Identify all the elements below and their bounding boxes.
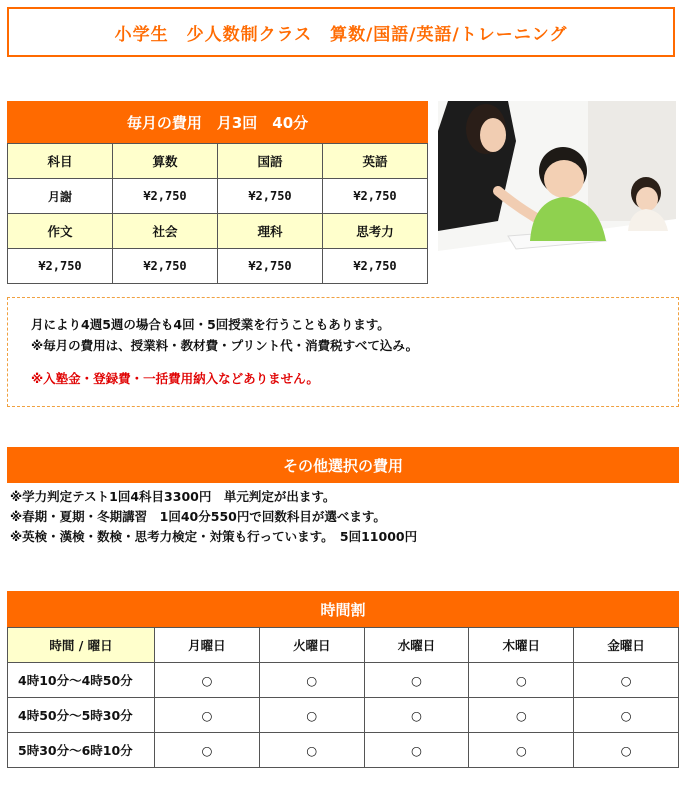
availability-mark: ○ bbox=[259, 698, 364, 733]
fee-cell: ¥2,750 bbox=[113, 179, 218, 214]
fee-cell: 英語 bbox=[323, 144, 428, 179]
monthly-fee-heading: 毎月の費用 月3回 40分 bbox=[7, 101, 428, 143]
availability-mark: ○ bbox=[155, 733, 260, 768]
availability-mark: ○ bbox=[364, 698, 469, 733]
other-fee-line: ※春期・夏期・冬期講習 1回40分550円で回数科目が選べます。 bbox=[10, 509, 386, 524]
fee-cell: ¥2,750 bbox=[218, 249, 323, 284]
fee-cell: 科目 bbox=[8, 144, 113, 179]
fee-value-row bbox=[8, 179, 428, 214]
availability-mark: ○ bbox=[574, 733, 679, 768]
fee-cell: ¥2,750 bbox=[218, 179, 323, 214]
fee-cell: ¥2,750 bbox=[323, 249, 428, 284]
fee-notes bbox=[7, 297, 679, 407]
other-fee-line: ※英検・漢検・数検・思考力検定・対策も行っています。 5回11000円 bbox=[10, 529, 418, 544]
timetable-row bbox=[8, 698, 679, 733]
fee-cell: 社会 bbox=[113, 214, 218, 249]
availability-mark: ○ bbox=[259, 663, 364, 698]
other-fee-line: ※学力判定テスト1回4科目3300円 単元判定が出ます。 bbox=[10, 489, 336, 504]
day-header: 月曜日 bbox=[155, 628, 260, 663]
timetable-row bbox=[8, 733, 679, 768]
day-header: 水曜日 bbox=[364, 628, 469, 663]
availability-mark: ○ bbox=[574, 698, 679, 733]
fee-cell: ¥2,750 bbox=[8, 249, 113, 284]
timetable-table bbox=[7, 627, 679, 768]
fee-value-row bbox=[8, 249, 428, 284]
time-slot: 5時30分～6時10分 bbox=[8, 733, 155, 768]
fee-header-row bbox=[8, 144, 428, 179]
note-line: 月により4週5週の場合も4回・5回授業を行うこともあります。 bbox=[31, 317, 390, 332]
timetable-section bbox=[7, 591, 679, 768]
note-line: ※毎月の費用は、授業料・教材費・プリント代・消費税すべて込み。 bbox=[31, 338, 419, 353]
availability-mark: ○ bbox=[364, 733, 469, 768]
time-slot: 4時10分～4時50分 bbox=[8, 663, 155, 698]
day-header: 火曜日 bbox=[259, 628, 364, 663]
monthly-fee-section bbox=[7, 101, 428, 284]
classroom-photo-illustration bbox=[438, 101, 676, 265]
timetable-heading: 時間割 bbox=[7, 591, 679, 627]
page-title: 小学生 少人数制クラス 算数/国語/英語/トレーニング bbox=[7, 7, 675, 57]
fee-cell: 算数 bbox=[113, 144, 218, 179]
availability-mark: ○ bbox=[155, 698, 260, 733]
day-header: 木曜日 bbox=[469, 628, 574, 663]
fee-cell: ¥2,750 bbox=[113, 249, 218, 284]
fee-cell: 国語 bbox=[218, 144, 323, 179]
note-warning: ※入塾金・登録費・一括費用納入などありません。 bbox=[31, 371, 319, 386]
availability-mark: ○ bbox=[364, 663, 469, 698]
fee-cell: 月謝 bbox=[8, 179, 113, 214]
fee-cell: 作文 bbox=[8, 214, 113, 249]
availability-mark: ○ bbox=[259, 733, 364, 768]
day-header: 金曜日 bbox=[574, 628, 679, 663]
fee-header-row bbox=[8, 214, 428, 249]
time-slot: 4時50分～5時30分 bbox=[8, 698, 155, 733]
timetable-header-row bbox=[8, 628, 679, 663]
fee-cell: 思考力 bbox=[323, 214, 428, 249]
fee-cell: ¥2,750 bbox=[323, 179, 428, 214]
other-fees-section bbox=[7, 447, 679, 547]
classroom-photo bbox=[438, 101, 676, 265]
availability-mark: ○ bbox=[155, 663, 260, 698]
availability-mark: ○ bbox=[469, 698, 574, 733]
timetable-row bbox=[8, 663, 679, 698]
availability-mark: ○ bbox=[469, 663, 574, 698]
availability-mark: ○ bbox=[574, 663, 679, 698]
other-fees-heading: その他選択の費用 bbox=[7, 447, 679, 483]
availability-mark: ○ bbox=[469, 733, 574, 768]
monthly-fee-table bbox=[7, 143, 428, 284]
fee-cell: 理科 bbox=[218, 214, 323, 249]
timetable-corner: 時間 / 曜日 bbox=[8, 628, 155, 663]
